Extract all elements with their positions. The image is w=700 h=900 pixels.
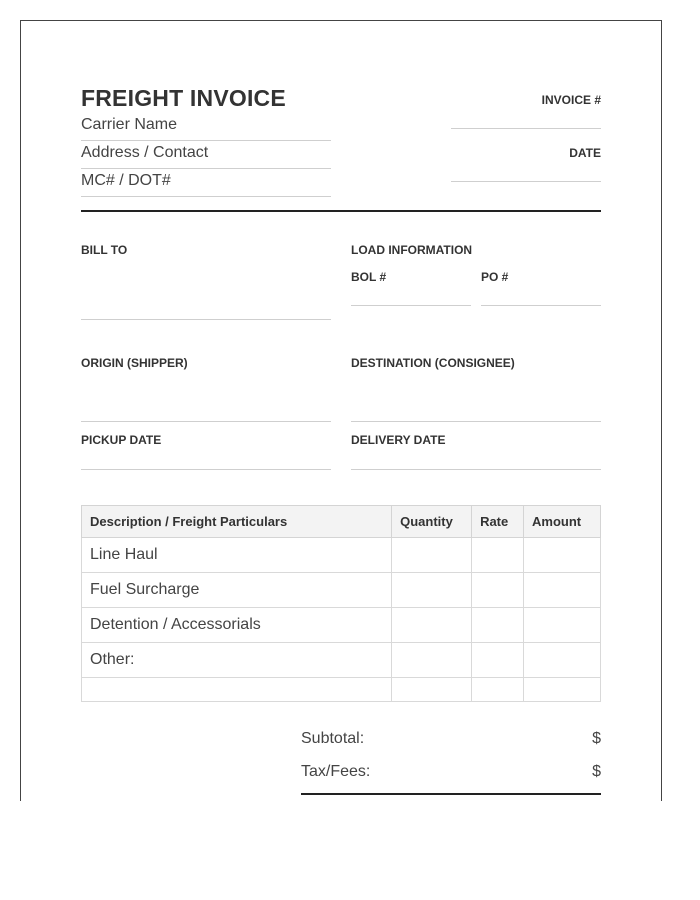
bol-label: BOL # <box>351 270 387 284</box>
pickup-date-field[interactable] <box>81 469 331 470</box>
table-row <box>82 678 601 702</box>
row-amount-cell[interactable] <box>524 538 601 573</box>
invoice-title: FREIGHT INVOICE <box>81 85 286 111</box>
load-information-label: LOAD INFORMATION <box>351 243 473 257</box>
column-header-quantity: Quantity <box>392 506 472 538</box>
row-description-cell[interactable] <box>82 678 392 702</box>
origin-label: ORIGIN (SHIPPER) <box>81 356 188 370</box>
row-rate-cell[interactable] <box>472 538 524 573</box>
column-header-rate: Rate <box>472 506 524 538</box>
po-field[interactable] <box>481 305 601 306</box>
delivery-date-field[interactable] <box>351 469 601 470</box>
row-amount-cell[interactable] <box>524 608 601 643</box>
freight-items-table <box>81 505 601 702</box>
row-description[interactable]: Line Haul <box>82 538 392 573</box>
row-description[interactable]: Fuel Surcharge <box>82 573 392 608</box>
bill-to-field[interactable] <box>81 319 331 320</box>
destination-field[interactable] <box>351 421 601 422</box>
column-header-amount: Amount <box>524 506 601 538</box>
delivery-date-label: DELIVERY DATE <box>351 433 446 447</box>
row-rate-cell[interactable] <box>472 678 524 702</box>
date-field[interactable] <box>451 181 601 182</box>
column-header-description: Description / Freight Particulars <box>82 506 392 538</box>
mc-dot-field[interactable]: MC# / DOT# <box>81 169 331 197</box>
invoice-number-label: INVOICE # <box>541 93 601 107</box>
invoice-number-field[interactable] <box>451 128 601 129</box>
table-row <box>82 538 601 573</box>
destination-label: DESTINATION (CONSIGNEE) <box>351 356 515 370</box>
po-label: PO # <box>481 270 509 284</box>
row-description[interactable]: Detention / Accessorials <box>82 608 392 643</box>
row-quantity-cell[interactable] <box>392 608 472 643</box>
subtotal-label: Subtotal: <box>301 730 365 747</box>
address-contact-field[interactable]: Address / Contact <box>81 141 331 169</box>
tax-fees-value: $ <box>592 763 601 780</box>
header-divider <box>81 210 601 212</box>
row-quantity-cell[interactable] <box>392 643 472 678</box>
row-quantity-cell[interactable] <box>392 678 472 702</box>
row-amount-cell[interactable] <box>524 573 601 608</box>
table-row <box>82 573 601 608</box>
totals-divider <box>301 793 601 795</box>
invoice-page <box>20 20 662 801</box>
pickup-date-label: PICKUP DATE <box>81 433 162 447</box>
row-amount-cell[interactable] <box>524 643 601 678</box>
subtotal-value: $ <box>592 730 601 747</box>
row-rate-cell[interactable] <box>472 573 524 608</box>
table-header-row <box>82 506 601 538</box>
row-quantity-cell[interactable] <box>392 538 472 573</box>
row-rate-cell[interactable] <box>472 608 524 643</box>
table-row <box>82 643 601 678</box>
bol-field[interactable] <box>351 305 471 306</box>
row-description[interactable]: Other: <box>82 643 392 678</box>
row-rate-cell[interactable] <box>472 643 524 678</box>
carrier-name-field[interactable]: Carrier Name <box>81 113 331 141</box>
origin-field[interactable] <box>81 421 331 422</box>
row-amount-cell[interactable] <box>524 678 601 702</box>
table-row <box>82 608 601 643</box>
tax-fees-label: Tax/Fees: <box>301 763 371 780</box>
row-quantity-cell[interactable] <box>392 573 472 608</box>
date-label: DATE <box>569 146 601 160</box>
bill-to-label: BILL TO <box>81 243 128 257</box>
